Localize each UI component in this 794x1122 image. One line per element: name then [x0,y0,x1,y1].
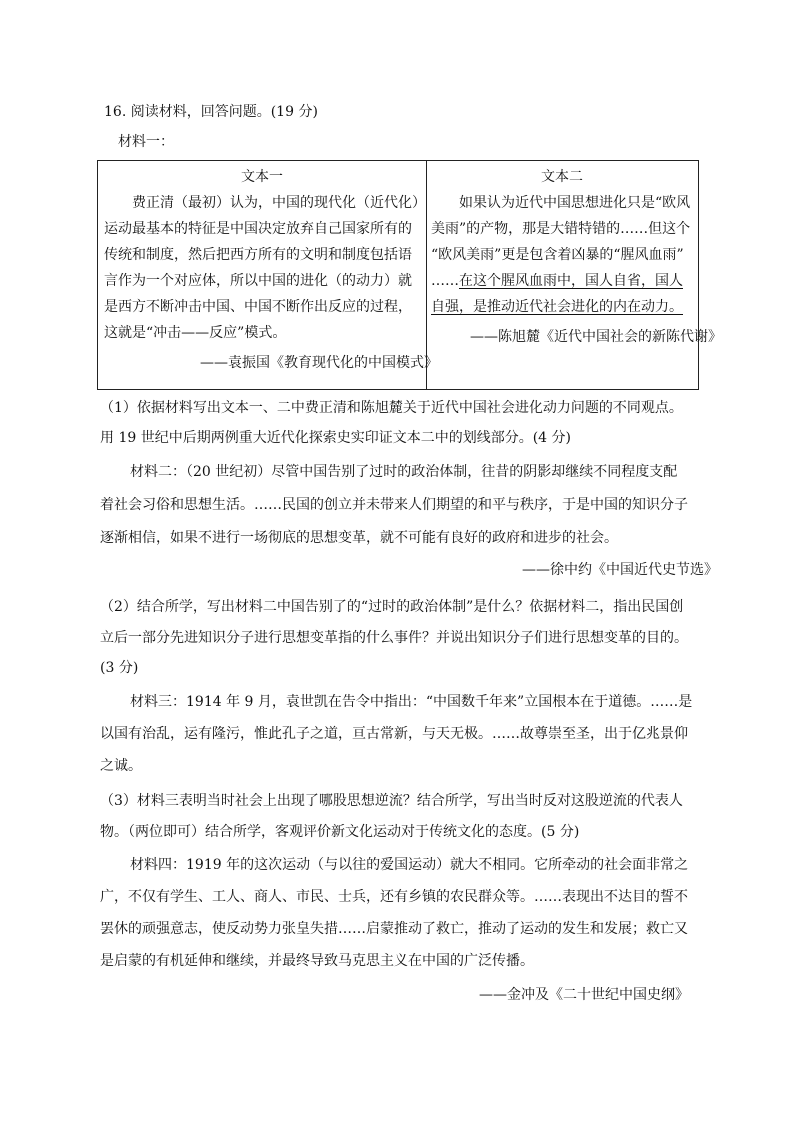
material4-line: 广，不仅有学生、工人、商人、市民、士兵，还有乡镇的农民群众等。……表现出不达目的誓不 [100,889,688,905]
text1-line: 是西方不断冲击中国、中国不断作出反应的过程， [104,299,412,315]
text2-underlined-text: 自强，是推动近代社会进化的内在动力。 [431,299,683,315]
q2-line: 立后一部分先进知识分子进行思想变革指的什么事件？并说出知识分子们进行思想变革的目的。 [100,630,688,646]
text2-line: “欧风美雨”更是包含着凶暴的“腥风血雨” [431,247,684,263]
q2-line: (3 分) [100,660,139,676]
material4-line: 罢休的顽强意志，使反动势力张皇失措……启蒙推动了救亡，推动了运动的发生和发展；救亡又 [100,921,688,937]
text1-line: 言作为一个对应体，所以中国的进化（的动力）就 [104,273,412,289]
q3-line: （3）材料三表明当时社会上出现了哪股思想逆流？结合所学，写出当时反对这股逆流的代表人 [100,793,683,809]
material3-line: 材料三：1914 年 9 月，袁世凯在告令中指出：“中国数千年来”立国根本在于道德。……是 [130,694,693,710]
text1-cell [98,161,438,389]
text2-line4-prefix: …… [431,273,459,289]
q2-line: （2）结合所学，写出材料二中国告别了的“过时的政治体制”是什么？依据材料二，指出民国创 [100,599,684,615]
text1-header: 文本一 [241,169,283,185]
text1-line: 这就是“冲击——反应”模式。 [104,325,287,341]
q1-line: 用 19 世纪中后期两例重大近代化探索史实印证文本二中的划线部分。(4 分) [100,430,571,446]
material3-line: 以国有治乱，运有隆污，惟此孔子之道，亘古常新，与天无极。……故尊崇至圣，出于亿兆景仰 [100,726,688,742]
text2-source: ——陈旭麓《近代中国社会的新陈代谢》 [470,329,722,345]
text1-line: 运动最基本的特征是中国决定放弃自己国家所有的 [104,221,412,237]
text2-line [431,271,683,291]
text2-line: 如果认为近代中国思想进化只是“欧风 [459,195,691,211]
text2-header: 文本二 [541,169,583,185]
material4-line: 是启蒙的有机延伸和继续，并最终导致马克思主义在中国的广泛传播。 [100,953,534,969]
text2-cell [426,161,722,389]
text2-underlined-text: 在这个腥风血雨中，国人自省，国人 [459,273,683,289]
material3-line: 之诚。 [100,758,142,774]
text1-line: 传统和制度，然后把西方所有的文明和制度包括语 [104,247,412,263]
material1-table [97,160,722,390]
material2-line: 着社会习俗和思想生活。……民国的创立并未带来人们期望的和平与秩序，于是中国的知识分子 [100,497,688,513]
material4-source: ——金冲及《二十世纪中国史纲》 [479,987,689,1003]
text2-line: 美雨”的产物，那是大错特错的……但这个 [431,221,691,237]
text1-source: ——袁振国《教育现代化的中国模式》 [200,355,438,371]
material4-line: 材料四：1919 年的这次运动（与以往的爱国运动）就大不相同。它所牵动的社会面非常之 [130,857,689,873]
text1-line: 费正清（最初）认为，中国的现代化（近代化） [132,195,426,211]
material2-line: 材料二：（20 世纪初）尽管中国告别了过时的政治体制，往昔的阴影却继续不同程度支配 [130,464,678,480]
material1-label: 材料一： [118,134,174,150]
q3-line: 物。（两位即可）结合所学，客观评价新文化运动对于传统文化的态度。(5 分) [100,824,580,840]
material2-line: 逐渐相信，如果不进行一场彻底的思想变革，就不可能有良好的政府和进步的社会。 [100,530,618,546]
q1-line: （1）依据材料写出文本一、二中费正清和陈旭麓关于近代中国社会进化动力问题的不同观点。 [100,400,683,416]
material2-source: ——徐中约《中国近代史节选》 [522,562,718,578]
question-title: 16. 阅读材料，回答问题。(19 分) [104,104,318,120]
